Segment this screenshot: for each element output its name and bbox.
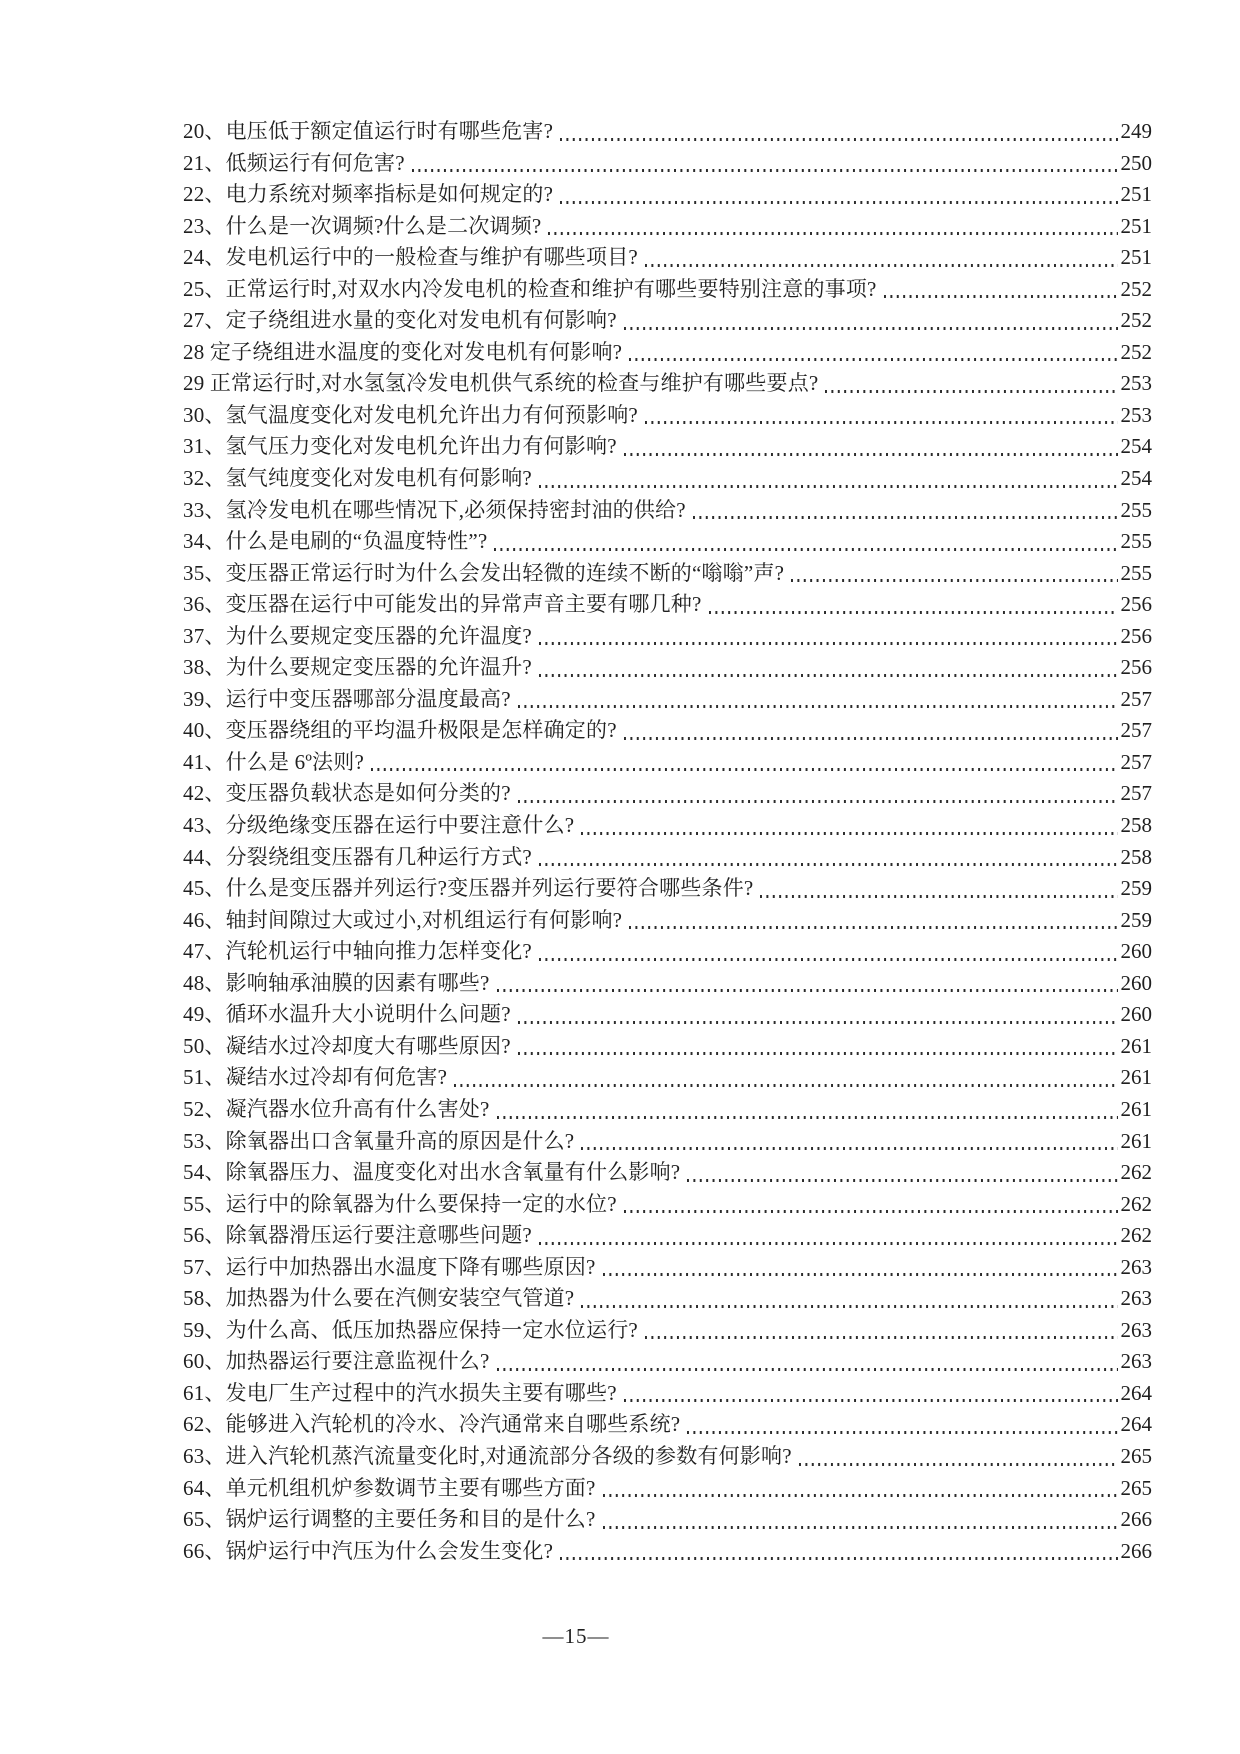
toc-entry bbox=[183, 621, 1152, 653]
toc-entry-label: 43、分级绝缘变压器在运行中要注意什么? bbox=[183, 813, 575, 838]
toc-entry bbox=[183, 1504, 1152, 1536]
toc-entry bbox=[183, 999, 1152, 1031]
toc-entry-page: 252 bbox=[1120, 308, 1152, 333]
toc-entry-page: 255 bbox=[1120, 529, 1152, 554]
toc-entry-label: 47、汽轮机运行中轴向推力怎样变化? bbox=[183, 939, 532, 964]
toc-entry-page: 256 bbox=[1120, 623, 1152, 648]
page-footer bbox=[0, 1624, 1152, 1649]
toc-entry-label: 55、运行中的除氧器为什么要保持一定的水位? bbox=[183, 1191, 617, 1216]
toc-entry-label: 32、氢气纯度变化对发电机有何影响? bbox=[183, 466, 532, 491]
toc-entry-label: 65、锅炉运行调整的主要任务和目的是什么? bbox=[183, 1507, 596, 1532]
toc-entry-label: 27、定子绕组进水量的变化对发电机有何影响? bbox=[183, 308, 617, 333]
toc-entry-label: 39、运行中变压器哪部分温度最高? bbox=[183, 686, 511, 711]
dot-leader bbox=[645, 1336, 1118, 1339]
toc-entry-label: 24、发电机运行中的一般检查与维护有哪些项目? bbox=[183, 245, 638, 270]
toc-entry-label: 40、变压器绕组的平均温升极限是怎样确定的? bbox=[183, 718, 617, 743]
dot-leader bbox=[371, 768, 1118, 771]
toc-entry bbox=[183, 684, 1152, 716]
toc-entry bbox=[183, 1252, 1152, 1284]
dot-leader bbox=[624, 737, 1118, 740]
toc-entry-label: 51、凝结水过冷却有何危害? bbox=[183, 1065, 448, 1090]
toc-entry-label: 29 正常运行时,对水氢氢冷发电机供气系统的检查与维护有哪些要点? bbox=[183, 371, 819, 396]
toc-entry bbox=[183, 873, 1152, 905]
toc-entry-page: 253 bbox=[1120, 371, 1152, 396]
toc-entry-label: 53、除氧器出口含氧量升高的原因是什么? bbox=[183, 1128, 575, 1153]
toc-entry bbox=[183, 652, 1152, 684]
toc-entry bbox=[183, 368, 1152, 400]
toc-entry-page: 258 bbox=[1120, 844, 1152, 869]
toc-entry-label: 44、分裂绕组变压器有几种运行方式? bbox=[183, 844, 532, 869]
toc-entry bbox=[183, 1441, 1152, 1473]
toc-entry-label: 36、变压器在运行中可能发出的异常声音主要有哪几种? bbox=[183, 592, 702, 617]
toc-entry-label: 62、能够进入汽轮机的冷水、冷汽通常来自哪些系统? bbox=[183, 1412, 681, 1437]
toc-entry-label: 58、加热器为什么要在汽侧安装空气管道? bbox=[183, 1286, 575, 1311]
toc-entry-label: 57、运行中加热器出水温度下降有哪些原因? bbox=[183, 1254, 596, 1279]
toc-entry bbox=[183, 211, 1152, 243]
toc-entry bbox=[183, 968, 1152, 1000]
toc-entry-page: 260 bbox=[1120, 970, 1152, 995]
toc-entry-label: 64、单元机组机炉参数调节主要有哪些方面? bbox=[183, 1475, 596, 1500]
dot-leader bbox=[624, 327, 1118, 330]
dot-leader bbox=[603, 1526, 1118, 1529]
dot-leader bbox=[645, 264, 1118, 267]
toc-entry-page: 253 bbox=[1120, 402, 1152, 427]
toc-entry-label: 59、为什么高、低压加热器应保持一定水位运行? bbox=[183, 1317, 638, 1342]
toc-entry-page: 264 bbox=[1120, 1412, 1152, 1437]
toc-entry bbox=[183, 842, 1152, 874]
toc-entry-label: 30、氢气温度变化对发电机允许出力有何预影响? bbox=[183, 402, 638, 427]
toc-entry-label: 63、进入汽轮机蒸汽流量变化时,对通流部分各级的参数有何影响? bbox=[183, 1443, 792, 1468]
toc-entry bbox=[183, 337, 1152, 369]
toc-entry-page: 258 bbox=[1120, 813, 1152, 838]
dot-leader bbox=[603, 1494, 1118, 1497]
toc-entry-page: 266 bbox=[1120, 1538, 1152, 1563]
toc-entry-label: 49、循环水温升大小说明什么问题? bbox=[183, 1002, 511, 1027]
toc-entry-page: 260 bbox=[1120, 1002, 1152, 1027]
toc-entry-page: 257 bbox=[1120, 749, 1152, 774]
toc-entry-label: 33、氢冷发电机在哪些情况下,必须保持密封油的供给? bbox=[183, 497, 686, 522]
toc-entry-page: 260 bbox=[1120, 939, 1152, 964]
toc-entry-label: 48、影响轴承油膜的因素有哪些? bbox=[183, 970, 490, 995]
toc-entry-page: 251 bbox=[1120, 245, 1152, 270]
toc-entry-page: 252 bbox=[1120, 276, 1152, 301]
dot-leader bbox=[539, 642, 1118, 645]
toc-entry bbox=[183, 1189, 1152, 1221]
dot-leader bbox=[539, 674, 1118, 677]
dot-leader bbox=[884, 295, 1118, 298]
toc-entry-label: 50、凝结水过冷却度大有哪些原因? bbox=[183, 1033, 511, 1058]
dot-leader bbox=[760, 895, 1117, 898]
toc-entry bbox=[183, 589, 1152, 621]
dot-leader bbox=[624, 1210, 1118, 1213]
dot-leader bbox=[687, 1179, 1117, 1182]
dot-leader bbox=[603, 1273, 1118, 1276]
dot-leader bbox=[624, 1399, 1118, 1402]
dot-leader bbox=[454, 1084, 1117, 1087]
dot-leader bbox=[497, 989, 1118, 992]
dot-leader bbox=[539, 485, 1118, 488]
dot-leader bbox=[581, 1147, 1117, 1150]
toc-entry-label: 42、变压器负载状态是如何分类的? bbox=[183, 781, 511, 806]
dot-leader bbox=[539, 958, 1118, 961]
dot-leader bbox=[539, 863, 1118, 866]
toc-entry-page: 265 bbox=[1120, 1443, 1152, 1468]
toc-entry-page: 254 bbox=[1120, 466, 1152, 491]
toc-entry bbox=[183, 1094, 1152, 1126]
dot-leader bbox=[629, 358, 1117, 361]
toc-entry-label: 22、电力系统对频率指标是如何规定的? bbox=[183, 182, 554, 207]
dot-leader bbox=[581, 832, 1117, 835]
toc-entry-label: 20、电压低于额定值运行时有哪些危害? bbox=[183, 119, 554, 143]
toc-entry bbox=[183, 905, 1152, 937]
toc-entry-page: 263 bbox=[1120, 1286, 1152, 1311]
dot-leader bbox=[693, 516, 1118, 519]
dot-leader bbox=[494, 548, 1117, 551]
toc-entry bbox=[183, 400, 1152, 432]
toc-entry-label: 37、为什么要规定变压器的允许温度? bbox=[183, 623, 532, 648]
toc-entry-label: 25、正常运行时,对双水内冷发电机的检查和维护有哪些要特别注意的事项? bbox=[183, 276, 877, 301]
toc-entry bbox=[183, 1157, 1152, 1189]
toc-entry-page: 257 bbox=[1120, 718, 1152, 743]
toc-entry-label: 66、锅炉运行中汽压为什么会发生变化? bbox=[183, 1538, 554, 1563]
dot-leader bbox=[497, 1116, 1118, 1119]
dot-leader bbox=[539, 1242, 1118, 1245]
toc-entry bbox=[183, 1220, 1152, 1252]
toc-entry bbox=[183, 936, 1152, 968]
footer-page-number: —15— bbox=[542, 1624, 610, 1648]
dot-leader bbox=[560, 201, 1117, 204]
dot-leader bbox=[497, 1368, 1118, 1371]
toc-entry-label: 45、什么是变压器并列运行?变压器并列运行要符合哪些条件? bbox=[183, 876, 754, 901]
toc-entry bbox=[183, 274, 1152, 306]
toc-entry bbox=[183, 495, 1152, 527]
toc-entry-page: 263 bbox=[1120, 1349, 1152, 1374]
toc-entry-label: 35、变压器正常运行时为什么会发出轻微的连续不断的“嗡嗡”声? bbox=[183, 560, 785, 585]
toc-entry-label: 52、凝汽器水位升高有什么害处? bbox=[183, 1096, 490, 1121]
toc-entry-page: 261 bbox=[1120, 1065, 1152, 1090]
toc-entry bbox=[183, 242, 1152, 274]
toc-entry bbox=[183, 747, 1152, 779]
toc-entry bbox=[183, 558, 1152, 590]
toc-entry-label: 34、什么是电刷的“负温度特性”? bbox=[183, 529, 488, 554]
toc-entry-label: 46、轴封间隙过大或过小,对机组运行有何影响? bbox=[183, 907, 623, 932]
toc-entry-label: 61、发电厂生产过程中的汽水损失主要有哪些? bbox=[183, 1380, 617, 1405]
toc-entry-label: 41、什么是 6º法则? bbox=[183, 749, 364, 774]
dot-leader bbox=[518, 800, 1118, 803]
toc-entry-label: 56、除氧器滑压运行要注意哪些问题? bbox=[183, 1223, 532, 1248]
dot-leader bbox=[709, 611, 1118, 614]
dot-leader bbox=[629, 926, 1117, 929]
dot-leader bbox=[412, 169, 1118, 172]
toc-entry-page: 261 bbox=[1120, 1128, 1152, 1153]
toc-entry-label: 60、加热器运行要注意监视什么? bbox=[183, 1349, 490, 1374]
toc-entry-page: 262 bbox=[1120, 1160, 1152, 1185]
dot-leader bbox=[518, 705, 1118, 708]
toc-entry bbox=[183, 148, 1152, 180]
dot-leader bbox=[518, 1052, 1118, 1055]
toc-entry bbox=[183, 778, 1152, 810]
toc-entry bbox=[183, 1409, 1152, 1441]
toc-entry-page: 261 bbox=[1120, 1096, 1152, 1121]
toc-entry bbox=[183, 431, 1152, 463]
toc-entry bbox=[183, 1031, 1152, 1063]
toc-entry-page: 251 bbox=[1120, 182, 1152, 207]
toc-entry bbox=[183, 1378, 1152, 1410]
toc-entry bbox=[183, 1536, 1152, 1568]
toc-entry-label: 31、氢气压力变化对发电机允许出力有何影响? bbox=[183, 434, 617, 459]
dot-leader bbox=[799, 1463, 1118, 1466]
dot-leader bbox=[548, 232, 1117, 235]
dot-leader bbox=[825, 390, 1117, 393]
toc-entry bbox=[183, 1346, 1152, 1378]
toc-entry-page: 259 bbox=[1120, 876, 1152, 901]
toc-entry-label: 28 定子绕组进水温度的变化对发电机有何影响? bbox=[183, 339, 623, 364]
toc-entry-page: 256 bbox=[1120, 655, 1152, 680]
dot-leader bbox=[560, 1557, 1117, 1560]
dot-leader bbox=[518, 1021, 1118, 1024]
toc-entry bbox=[183, 463, 1152, 495]
toc-entry bbox=[183, 305, 1152, 337]
toc-entry-page: 257 bbox=[1120, 781, 1152, 806]
dot-leader bbox=[624, 453, 1118, 456]
toc-entry-page: 266 bbox=[1120, 1507, 1152, 1532]
toc-entry bbox=[183, 810, 1152, 842]
toc-entry-page: 259 bbox=[1120, 907, 1152, 932]
toc-entry-page: 249 bbox=[1120, 119, 1152, 143]
toc-entry-page: 262 bbox=[1120, 1191, 1152, 1216]
toc-entry-label: 23、什么是一次调频?什么是二次调频? bbox=[183, 213, 542, 238]
dot-leader bbox=[581, 1305, 1117, 1308]
toc-entry-page: 250 bbox=[1120, 150, 1152, 175]
dot-leader bbox=[560, 138, 1117, 141]
toc-entry bbox=[183, 1473, 1152, 1505]
toc-entry bbox=[183, 526, 1152, 558]
toc-entry-label: 38、为什么要规定变压器的允许温升? bbox=[183, 655, 532, 680]
dot-leader bbox=[791, 579, 1117, 582]
toc-entry bbox=[183, 1062, 1152, 1094]
toc-entry-page: 255 bbox=[1120, 497, 1152, 522]
toc-entry bbox=[183, 715, 1152, 747]
toc-entry-page: 263 bbox=[1120, 1317, 1152, 1342]
dot-leader bbox=[645, 421, 1118, 424]
toc-entry bbox=[183, 1126, 1152, 1158]
toc-entry-label: 54、除氧器压力、温度变化对出水含氧量有什么影响? bbox=[183, 1160, 681, 1185]
toc-entry-page: 261 bbox=[1120, 1033, 1152, 1058]
toc-entry bbox=[183, 116, 1152, 148]
toc-entry-page: 252 bbox=[1120, 339, 1152, 364]
toc-entry-page: 251 bbox=[1120, 213, 1152, 238]
toc-entry-page: 265 bbox=[1120, 1475, 1152, 1500]
dot-leader bbox=[687, 1431, 1117, 1434]
toc-entry-page: 264 bbox=[1120, 1380, 1152, 1405]
toc-entry-label: 21、低频运行有何危害? bbox=[183, 150, 405, 175]
toc-entry bbox=[183, 179, 1152, 211]
toc-entry-page: 263 bbox=[1120, 1254, 1152, 1279]
toc-entry-page: 262 bbox=[1120, 1223, 1152, 1248]
toc-entry-page: 257 bbox=[1120, 686, 1152, 711]
toc-entry bbox=[183, 1283, 1152, 1315]
toc-entry bbox=[183, 1315, 1152, 1347]
toc-entry-page: 255 bbox=[1120, 560, 1152, 585]
toc-entry-page: 256 bbox=[1120, 592, 1152, 617]
toc-entry-page: 254 bbox=[1120, 434, 1152, 459]
toc-list bbox=[183, 116, 1152, 1567]
